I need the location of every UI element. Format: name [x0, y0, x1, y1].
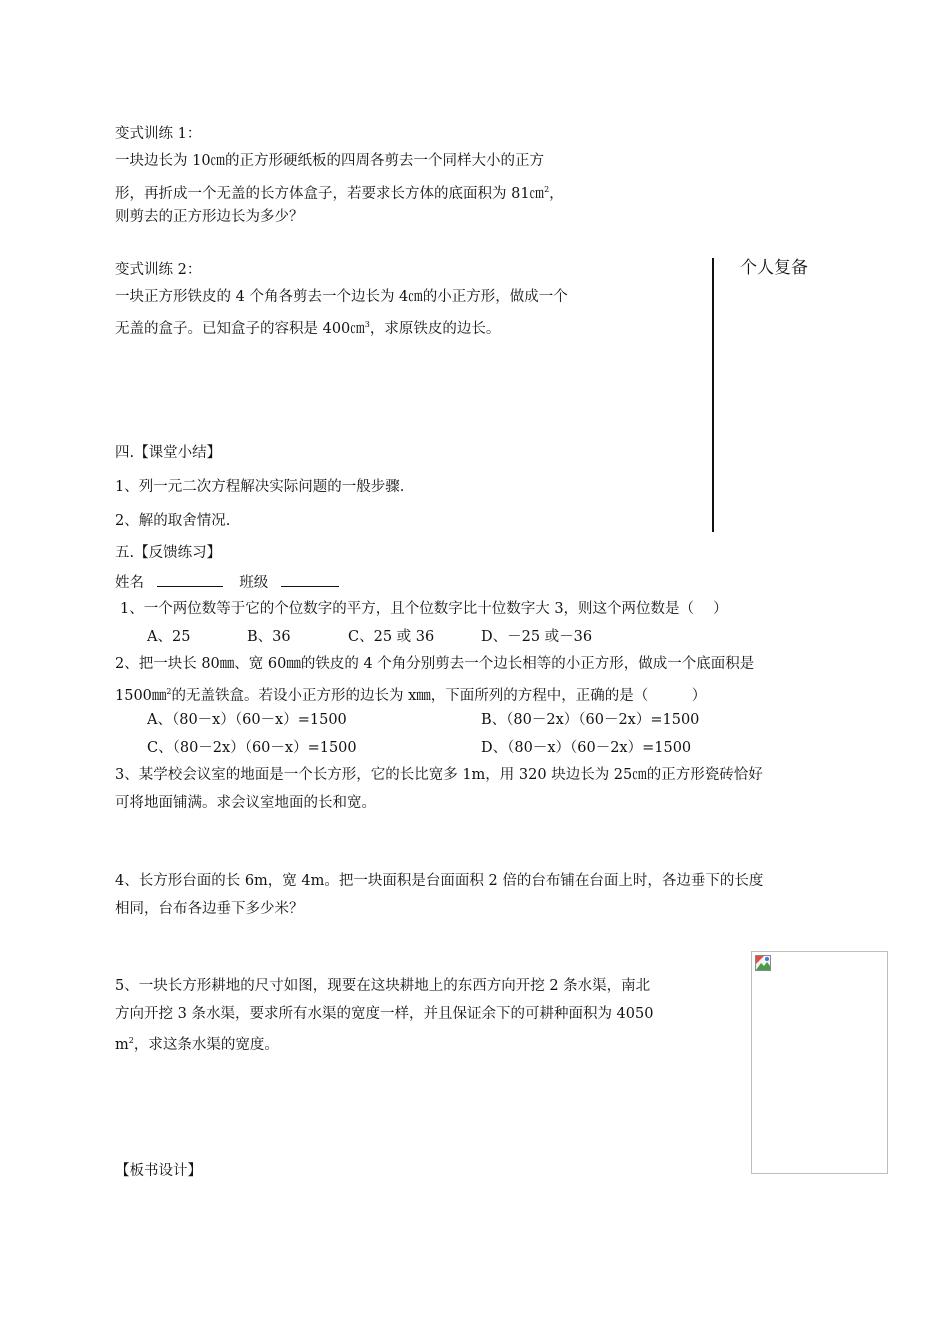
question-1: 1、一个两位数等于它的个位数字的平方，且个位数字比十位数字大 3，则这个两位数是（ ） [120, 601, 728, 617]
summary-item: 2、解的取舍情况. [115, 513, 231, 529]
feedback-heading: 五.【反馈练习】 [115, 545, 222, 561]
exercise1-line: 形，再折成一个无盖的长方体盒子，若要求长方体的底面积为 81㎝$^2$， [115, 185, 564, 202]
q1-option-b: B、36 [247, 629, 291, 645]
q2-option-d: D、（80－x）（60－2x）=1500 [481, 740, 692, 756]
sidebar-label: 个人复备 [740, 258, 808, 278]
summary-heading: 四.【课堂小结】 [115, 445, 222, 461]
q2-option-a: A、（80－x）（60－x）=1500 [147, 712, 347, 728]
sidebar-divider [712, 258, 714, 532]
question-3-cont: 可将地面铺满。求会议室地面的长和宽。 [115, 795, 376, 811]
exercise1-title: 变式训练 1： [115, 126, 202, 142]
exercise2-title: 变式训练 2： [115, 262, 202, 278]
question-5: 5、一块长方形耕地的尺寸如图，现要在这块耕地上的东西方向开挖 2 条水渠，南北 [115, 978, 651, 994]
q1-option-a: A、25 [147, 629, 191, 645]
name-label: 姓名 [115, 575, 144, 591]
q1-option-d: D、－25 或－36 [481, 629, 593, 645]
question-2-cont: 1500㎜$^2$的无盖铁盒。若设小正方形的边长为 x㎜，下面所列的方程中，正确的是（ ） [115, 687, 707, 704]
question-2: 2、把一块长 80㎜、宽 60㎜的铁皮的 4 个角分别剪去一个边长相等的小正方形，做成一个底面积是 [115, 656, 755, 672]
q2-option-b: B、（80－2x）（60－2x）=1500 [481, 712, 700, 728]
board-design-heading: 【板书设计】 [115, 1163, 202, 1179]
question-3: 3、某学校会议室的地面是一个长方形，它的长比宽多 1m，用 320 块边长为 25㎝的正方形瓷砖恰好 [115, 767, 763, 783]
summary-item: 1、列一元二次方程解决实际问题的一般步骤. [115, 479, 405, 495]
q2-option-c: C、（80－2x）（60－x）=1500 [147, 740, 357, 756]
exercise1-line: 则剪去的正方形边长为多少？ [115, 209, 304, 225]
name-blank [157, 572, 223, 587]
question-4-cont: 相同，台布各边垂下多少米？ [115, 901, 304, 917]
name-class-line [115, 572, 339, 593]
broken-image-icon [755, 955, 771, 971]
exercise2-line: 一块正方形铁皮的 4 个角各剪去一个边长为 4㎝的小正方形，做成一个 [115, 289, 568, 305]
exercise2-line: 无盖的盒子。已知盒子的容积是 400㎝$^3$，求原铁皮的边长。 [115, 320, 501, 337]
q1-option-c: C、25 或 36 [348, 629, 435, 645]
class-label: 班级 [239, 575, 269, 591]
question-4: 4、长方形台面的长 6m，宽 4m。把一块面积是台面面积 2 倍的台布铺在台面上时，各边垂下的长度 [115, 873, 764, 889]
class-blank [281, 572, 339, 587]
exercise1-line: 一块边长为 10㎝的正方形硬纸板的四周各剪去一个同样大小的正方 [115, 153, 545, 169]
question-5-cont: $m^2$，求这条水渠的宽度。 [115, 1036, 279, 1053]
farmland-figure [751, 951, 888, 1174]
question-5-cont: 方向开挖 3 条水渠，要求所有水渠的宽度一样，并且保证余下的可耕种面积为 4050 [115, 1006, 654, 1022]
